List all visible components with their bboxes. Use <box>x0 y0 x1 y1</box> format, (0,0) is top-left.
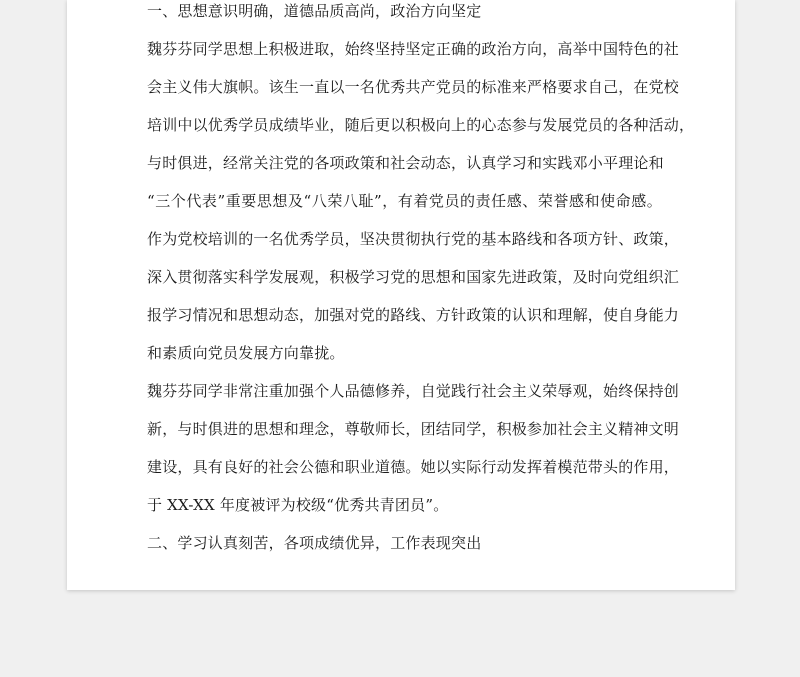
paragraph-2-line-4: 于 XX-XX 年度被评为校级“优秀共青团员”。 <box>147 496 449 514</box>
section-heading-1: 一、思想意识明确，道德品质高尚，政治方向坚定 <box>147 2 482 20</box>
paragraph-1-line-2: 会主义伟大旗帜。该生一直以一名优秀共产党员的标准来严格要求自己，在党校 <box>147 78 680 96</box>
paragraph-2-line-1: 魏芬芬同学非常注重加强个人品德修养，自觉践行社会主义荣辱观，始终保持创 <box>147 382 680 400</box>
paragraph-1-line-8: 报学习情况和思想动态，加强对党的路线、方针政策的认识和理解，使自身能力 <box>147 306 680 324</box>
paragraph-2-line-2: 新，与时俱进的思想和理念，尊敬师长，团结同学，积极参加社会主义精神文明 <box>147 420 680 438</box>
paragraph-1-line-6: 作为党校培训的一名优秀学员，坚决贯彻执行党的基本路线和各项方针、政策， <box>147 230 680 248</box>
paragraph-1-line-3: 培训中以优秀学员成绩毕业，随后更以积极向上的心态参与发展党员的各种活动， <box>147 116 695 134</box>
paragraph-1-line-1: 魏芬芬同学思想上积极进取，始终坚持坚定正确的政治方向，高举中国特色的社 <box>147 40 680 58</box>
section-heading-2: 二、学习认真刻苦，各项成绩优异，工作表现突出 <box>147 534 482 552</box>
paragraph-1-line-7: 深入贯彻落实科学发展观，积极学习党的思想和国家先进政策，及时向党组织汇 <box>147 268 680 286</box>
paragraph-1-line-9: 和素质向党员发展方向靠拢。 <box>147 344 345 362</box>
document-content <box>147 0 695 562</box>
paragraph-1-line-5: “三个代表”重要思想及“八荣八耻”，有着党员的责任感、荣誉感和使命感。 <box>147 192 662 210</box>
document-page <box>67 0 735 590</box>
paragraph-2-line-3: 建设，具有良好的社会公德和职业道德。她以实际行动发挥着模范带头的作用， <box>147 458 680 476</box>
paragraph-1-line-4: 与时俱进，经常关注党的各项政策和社会动态，认真学习和实践邓小平理论和 <box>147 154 664 172</box>
